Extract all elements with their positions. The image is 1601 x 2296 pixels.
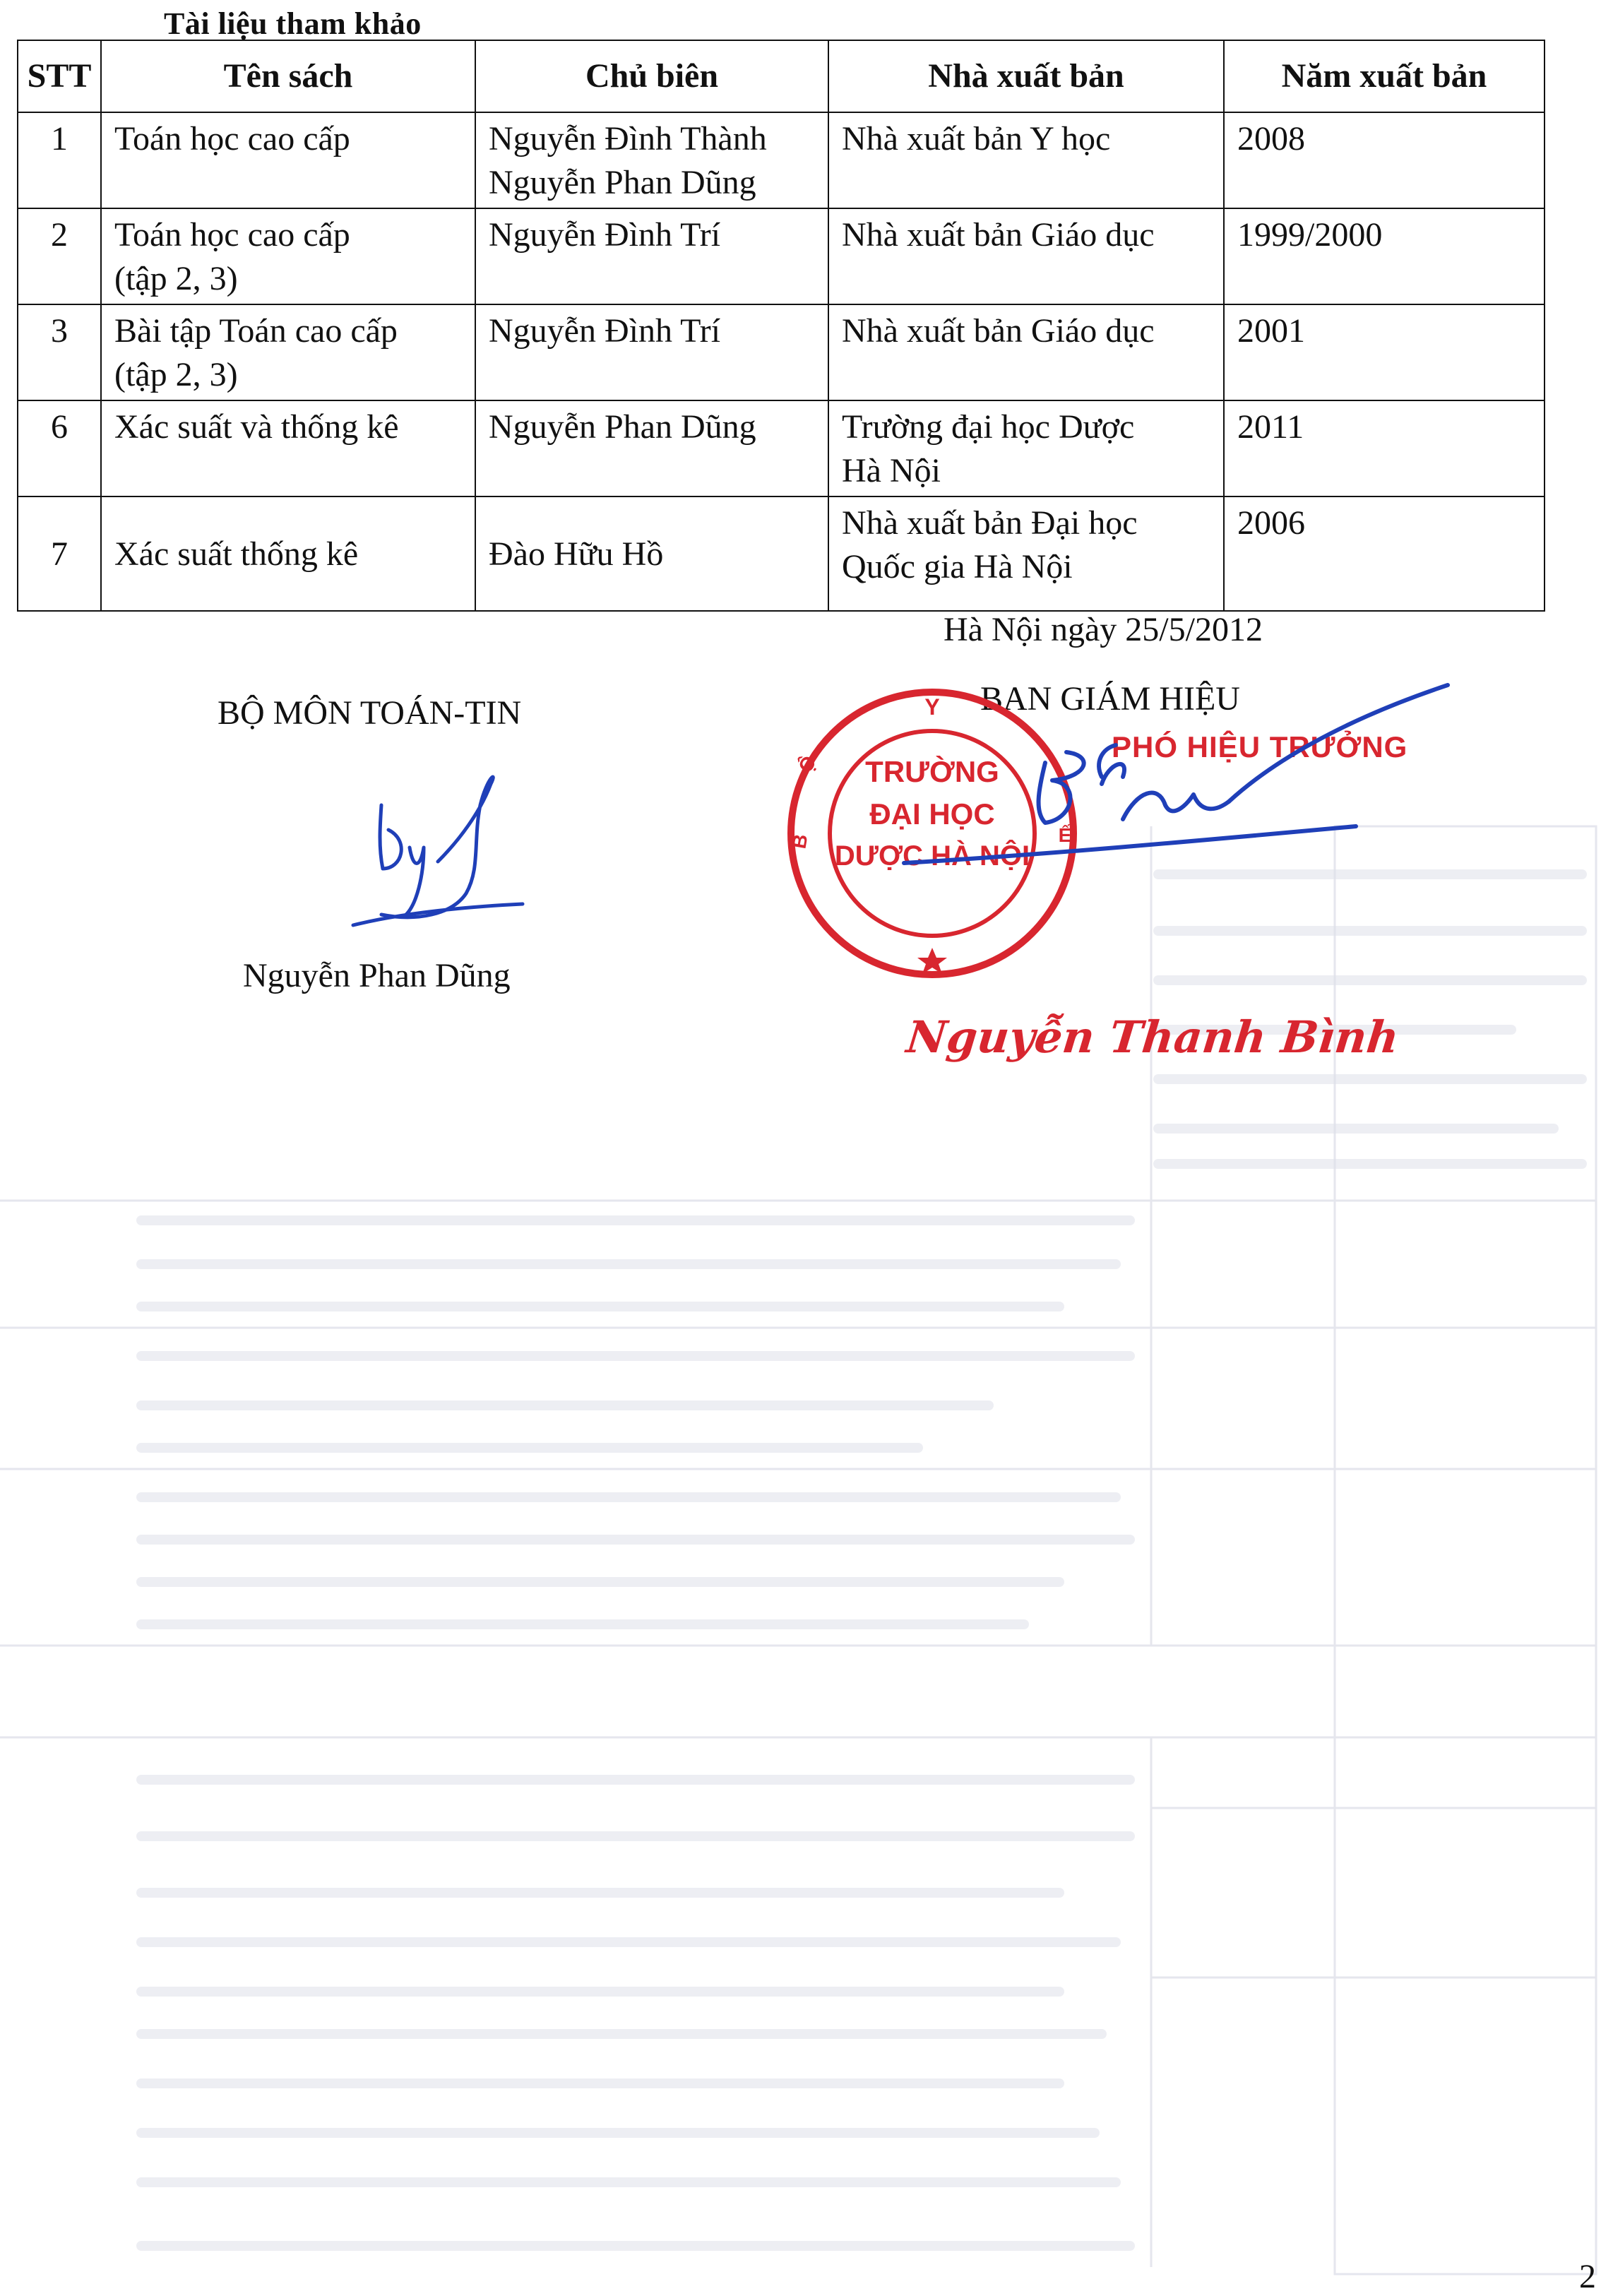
- cell-line: Nhà xuất bản Đại học: [842, 504, 1138, 542]
- cell-title: [101, 208, 475, 304]
- seal-line-1: TRƯỜNG: [865, 755, 999, 788]
- cell-line: Nguyễn Phan Dũng: [489, 408, 756, 446]
- cell-line: Trường đại học Dược: [842, 408, 1135, 446]
- column-header-year: Năm xuất bản: [1224, 40, 1545, 112]
- column-header-editor: Chủ biên: [475, 40, 828, 112]
- board-name: BAN GIÁM HIỆU: [980, 680, 1240, 718]
- cell-line: Toán học cao cấp: [114, 216, 350, 254]
- cell-year: 2006: [1224, 496, 1545, 611]
- cell-publisher: [828, 208, 1224, 304]
- vice-principal-title: PHÓ HIỆU TRƯỞNG: [1112, 730, 1408, 763]
- cell-line: Toán học cao cấp: [114, 120, 350, 157]
- department-signature: [339, 763, 551, 932]
- cell-line: Quốc gia Hà Nội: [842, 548, 1073, 585]
- column-header-publisher: Nhà xuất bản: [828, 40, 1224, 112]
- cell-year: 1999/2000: [1224, 208, 1545, 304]
- place-date: Hà Nội ngày 25/5/2012: [944, 611, 1263, 648]
- cell-editor: [475, 112, 828, 208]
- seal-ring-letter: Y: [924, 694, 940, 720]
- table-row: [18, 496, 1545, 611]
- references-heading: Tài liệu tham khảo: [164, 6, 422, 41]
- cell-line: Hà Nội: [842, 452, 941, 489]
- seal-line-3: DƯỢC HÀ NỘI: [834, 840, 1030, 872]
- cell-stt: 1: [18, 112, 101, 208]
- seal-ring-letter: Ế: [1058, 824, 1072, 846]
- cell-line: Đào Hữu Hồ: [489, 535, 664, 573]
- cell-editor: [475, 208, 828, 304]
- school-seal: [784, 685, 1081, 982]
- seal-star-icon: [917, 948, 947, 974]
- cell-year: 2011: [1224, 400, 1545, 496]
- table-row: [18, 304, 1545, 400]
- cell-year: 2008: [1224, 112, 1545, 208]
- table-row: [18, 400, 1545, 496]
- vice-principal-name: Nguyễn Thanh Bình: [904, 1011, 1402, 1063]
- cell-line: (tập 2, 3): [114, 260, 238, 297]
- cell-publisher: [828, 304, 1224, 400]
- department-signer: Nguyễn Phan Dũng: [243, 957, 511, 994]
- cell-editor: [475, 400, 828, 496]
- cell-line: Nhà xuất bản Giáo dục: [842, 312, 1155, 350]
- cell-line: Nguyễn Đình Trí: [489, 312, 721, 350]
- cell-editor: [475, 304, 828, 400]
- page-number: 2: [1579, 2258, 1596, 2295]
- cell-title: [101, 400, 475, 496]
- cell-publisher: [828, 400, 1224, 496]
- cell-line: (tập 2, 3): [114, 356, 238, 393]
- column-header-stt: STT: [18, 40, 101, 112]
- cell-line: Xác suất thống kê: [114, 535, 359, 573]
- column-header-title: Tên sách: [101, 40, 475, 112]
- table-header-row: [18, 40, 1545, 112]
- table-row: [18, 112, 1545, 208]
- cell-publisher: [828, 112, 1224, 208]
- cell-line: Nhà xuất bản Y học: [842, 120, 1111, 157]
- table-row: [18, 208, 1545, 304]
- cell-publisher: [828, 496, 1224, 611]
- cell-stt: 6: [18, 400, 101, 496]
- cell-line: Nhà xuất bản Giáo dục: [842, 216, 1155, 254]
- cell-stt: 2: [18, 208, 101, 304]
- cell-stt: 3: [18, 304, 101, 400]
- cell-title: [101, 304, 475, 400]
- references-table: [17, 40, 1545, 612]
- cell-line: Xác suất và thống kê: [114, 408, 399, 446]
- cell-year: 2001: [1224, 304, 1545, 400]
- cell-line: Nguyễn Đình Trí: [489, 216, 721, 254]
- seal-outer-ring: [791, 692, 1073, 975]
- cell-title: [101, 112, 475, 208]
- seal-ring-letter: Ộ: [794, 751, 821, 777]
- seal-ring-letter: B: [787, 832, 812, 851]
- cell-line: Bài tập Toán cao cấp: [114, 312, 398, 350]
- cell-editor: [475, 496, 828, 611]
- cell-title: [101, 496, 475, 611]
- department-name: BỘ MÔN TOÁN-TIN: [218, 694, 522, 732]
- cell-line: Nguyễn Phan Dũng: [489, 164, 756, 201]
- cell-stt: 7: [18, 496, 101, 611]
- seal-line-2: ĐẠI HỌC: [869, 797, 995, 831]
- cell-line: Nguyễn Đình Thành: [489, 120, 767, 157]
